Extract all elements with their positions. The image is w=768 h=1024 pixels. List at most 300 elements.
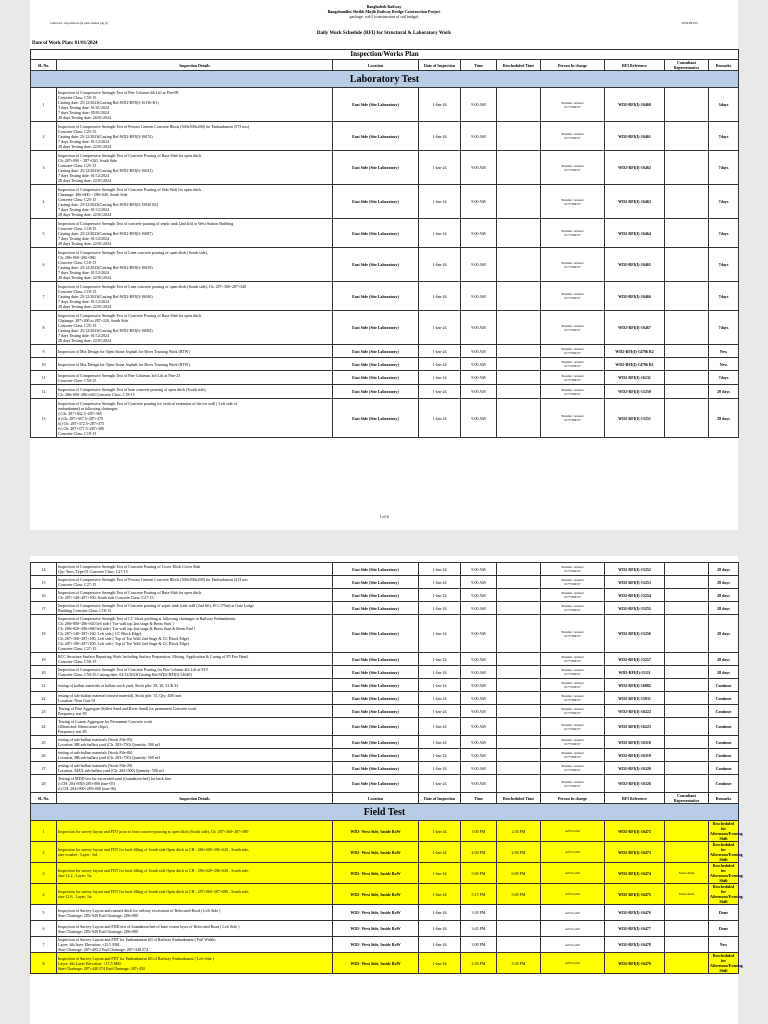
detail-line: Location: Near Gate 01 <box>58 698 96 703</box>
inspection-date: 1-Jan-24 <box>419 385 461 399</box>
sl-no: 26 <box>31 749 57 762</box>
person-in-charge <box>541 345 605 358</box>
inspection-details <box>57 921 333 937</box>
person-phone: 01775366727 <box>564 377 581 382</box>
inspection-details <box>57 679 333 692</box>
person-in-charge <box>541 88 605 122</box>
location: East Side (Site Laboratory) <box>333 705 419 718</box>
schedule-table-page-2 <box>30 562 743 974</box>
rescheduled-time <box>497 775 541 793</box>
sl-no: 16 <box>31 589 57 602</box>
table-row <box>31 921 739 937</box>
inspection-details <box>57 282 333 311</box>
inspection-details <box>57 589 333 602</box>
table-row <box>31 905 739 921</box>
table-row <box>31 884 739 905</box>
rescheduled-time: 3:30 PM <box>497 953 541 974</box>
sl-no: 8 <box>31 953 57 974</box>
remarks: 28 days <box>709 589 739 602</box>
remarks: 28 days <box>709 653 739 666</box>
detail-line: Inspection for survey layout and FDT for back filling of South side Open ditch at CH : 287+060~287+080 , South side, <box>58 889 250 894</box>
consultant-representative <box>665 762 709 775</box>
detail-line: Casting date: 25/12/2023(Casting Ref:WD2-RFI(I)-16087) <box>58 230 153 236</box>
inspection-details <box>57 248 333 282</box>
inspection-date: 1-Jan-24 <box>419 219 461 248</box>
location: WD2- West Side, Inside RoW <box>333 863 419 884</box>
rescheduled-time <box>497 345 541 358</box>
inspection-details <box>57 762 333 775</box>
person-phone: 01775366727 <box>564 364 581 368</box>
location: East Side (Site Laboratory) <box>333 762 419 775</box>
person-phone: 01775366727 <box>564 104 581 109</box>
sl-no: 18 <box>31 615 57 653</box>
detail-line: Inspection of Survey Layout and FDT for Embankment fill of Railway Embankment ( Full Width) <box>58 937 216 942</box>
rescheduled-time <box>497 563 541 576</box>
sl-no: 7 <box>31 282 57 311</box>
person-phone: 01775366727 <box>564 595 581 599</box>
column-header: Remarks <box>709 793 739 804</box>
rfi-reference: WD2-RFI(I)-15254 <box>605 589 665 602</box>
rescheduled-time <box>497 282 541 311</box>
remarks: 7days <box>709 282 739 311</box>
person-name: Ekramul / Arnurul <box>561 100 584 105</box>
detail-line: Inspection for survey layout and FDT prior to lean concrete pouring at open ditch (South side), Ch: 287+360~287+380 <box>58 828 249 834</box>
consultant-representative <box>665 921 709 937</box>
location: East Side (Site Laboratory) <box>333 563 419 576</box>
rfi-reference: WD2-RFI(I)-16464 <box>605 219 665 248</box>
location: East Side (Site Laboratory) <box>333 345 419 358</box>
person-name: Ekramul / Arnurul <box>561 565 584 569</box>
rfi-reference: WD2-RFI(I)-16082 <box>605 679 665 692</box>
detail-line: Qty: 9nos, Type 01 Concrete Class: C27-15 <box>58 569 128 574</box>
column-header: Date of Inspection <box>419 793 461 804</box>
consultant-representative <box>665 385 709 399</box>
rfi-reference: WD2-RFI(I)-16475 <box>605 884 665 905</box>
consultant-representative <box>665 775 709 793</box>
detail-line: Inspection of Mix Design for Open Stone Asphalt for River Training Work (RTW) <box>58 348 190 354</box>
time: 9:00 AM <box>461 563 497 576</box>
person-name: Ekramul / Arnurul <box>561 578 584 582</box>
inspection-date: 1-Jan-24 <box>419 122 461 151</box>
rfi-reference: WD2-RFI(I)-16223 <box>605 718 665 736</box>
detail-line: embankment) at following chainages: <box>58 405 119 411</box>
inspection-details <box>57 576 333 589</box>
location: East Side (Site Laboratory) <box>333 371 419 385</box>
detail-line: Inspection of Mix Design for Open Stone Asphalt for River Training Work (RTW) <box>58 361 190 367</box>
person-in-charge <box>541 122 605 151</box>
inspection-details <box>57 821 333 842</box>
detail-line: Concrete Class: C18-15 <box>58 225 97 231</box>
rescheduled-time <box>497 219 541 248</box>
time: 9:00 AM <box>461 185 497 219</box>
time: 9:00 AM <box>461 679 497 692</box>
field-section-title: Field Test <box>31 804 739 821</box>
detail-line: (20mm and 10mm stone chips) <box>58 724 108 729</box>
consultant-representative <box>665 88 709 122</box>
inspection-details <box>57 311 333 345</box>
time: 3:30 PM <box>461 905 497 921</box>
rfi-reference: WD2-RFI(I)-15252 <box>605 563 665 576</box>
detail-line: RCC Structure Surface Repairing Work Including Surface Preparation, Mixing, Application & Curing of P5 Pier Head. <box>58 654 249 659</box>
time: 9:00 AM <box>461 749 497 762</box>
document-header <box>30 0 738 19</box>
sl-no: 5 <box>31 905 57 921</box>
remarks: 28 days <box>709 666 739 679</box>
reference-note: WD2-RFI/LT <box>681 21 698 25</box>
table-row <box>31 749 739 762</box>
rfi-reference: WD2-RFI(I)-16476 <box>605 905 665 921</box>
time: 9:00 AM <box>461 122 497 151</box>
detail-line: Layer: 4th Layer Elevation: +15.5 MSL <box>58 960 122 966</box>
remarks: 7days <box>709 311 739 345</box>
detail-line: Casting date: 25/12/2023(Casting Ref:WD2-RFI(I)-16074) <box>58 133 153 139</box>
rescheduled-time <box>497 248 541 282</box>
consultant-representative <box>665 718 709 736</box>
time: 3:45 PM <box>461 921 497 937</box>
inspection-date: 1-Jan-24 <box>419 884 461 905</box>
detail-line: Concrete Class: C25-15 <box>58 196 97 202</box>
column-header: Person In charge <box>541 793 605 804</box>
table-row <box>31 653 739 666</box>
consultant-representative <box>665 666 709 679</box>
person-name: Ekramul / Arnurul <box>561 323 584 328</box>
detail-line: testing of sub-ballast material (mixed material), Stock pile: 15, Qty: 408 cum <box>58 693 182 698</box>
inspection-date: 1-Jan-24 <box>419 762 461 775</box>
person-in-charge <box>541 615 605 653</box>
remarks: Rescheduled for Afternoon/Evening Shift <box>710 884 743 904</box>
rfi-reference: WD2-RFI(I)-16318 <box>605 736 665 749</box>
detail-line: 7 days Testing date: 05/01/2024 <box>58 109 109 115</box>
inspection-details <box>57 602 333 615</box>
consultant-representative <box>665 842 709 863</box>
document-page-2 <box>30 556 743 1024</box>
time: 3:00 PM <box>461 937 497 953</box>
column-header: Inspection Details <box>57 60 333 71</box>
person-in-charge <box>541 602 605 615</box>
person-in-charge <box>541 905 605 921</box>
time: 9:00 AM <box>461 151 497 185</box>
sl-no: 2 <box>31 122 57 151</box>
time: 9:00 AM <box>461 399 497 438</box>
table-row <box>31 615 739 653</box>
inspection-date: 1-Jan-24 <box>419 589 461 602</box>
consultant-representative <box>665 679 709 692</box>
remarks: 28 days <box>709 563 739 576</box>
person-in-charge <box>541 775 605 793</box>
inspection-date: 1-Jan-24 <box>419 88 461 122</box>
location: East Side (Site Laboratory) <box>333 282 419 311</box>
location: East Side (Site Laboratory) <box>333 151 419 185</box>
consultant-representative <box>665 122 709 151</box>
inspection-date: 1-Jan-24 <box>419 151 461 185</box>
column-header: Location <box>333 793 419 804</box>
detail-line: Testing of MDD test for excavated sand (foundation bed) for back fine <box>58 776 172 781</box>
detail-line: Inspection of Compressive Strength Test of Concrete Pouring of Base Slab for open ditch, <box>58 152 203 158</box>
person-name: Ekramul / Arnurul <box>561 387 584 392</box>
inspection-details <box>57 615 333 653</box>
time: 5:00 PM <box>461 863 497 884</box>
person-in-charge <box>541 762 605 775</box>
table-row <box>31 679 739 692</box>
column-header: Location <box>333 60 419 71</box>
detail-line: 28 days Testing date: 22/01/2024 <box>58 337 111 343</box>
rescheduled-time <box>497 151 541 185</box>
consultant-representative <box>665 345 709 358</box>
table-row <box>31 219 739 248</box>
detail-line: Concrete Class: C50-15 <box>58 94 97 100</box>
table-row <box>31 842 739 863</box>
rescheduled-time <box>497 937 541 953</box>
table-row <box>31 311 739 345</box>
remarks: 7days <box>709 219 739 248</box>
table-row <box>31 358 739 371</box>
inspection-date: 1-Jan-24 <box>419 863 461 884</box>
rescheduled-time <box>497 385 541 399</box>
time: 9:00 AM <box>461 576 497 589</box>
person-in-charge <box>541 842 605 863</box>
person-name: Ekramul / Arnurul <box>561 604 584 608</box>
time: 9:00 AM <box>461 248 497 282</box>
plan-title: Inspection/Works Plan <box>31 50 739 60</box>
person-name: Ekramul / Arnurul <box>561 292 584 296</box>
person-phone: 01775366727 <box>564 726 581 731</box>
rfi-reference: WD2-RFI(I)-16320 <box>605 762 665 775</box>
sl-no: 14 <box>31 563 57 576</box>
time: 2:30 PM <box>461 953 497 974</box>
consultant-representative: Nasrul Amin <box>665 884 709 905</box>
remarks: Done <box>709 921 739 937</box>
inspection-date: 1-Jan-24 <box>419 937 461 953</box>
table-row <box>31 775 739 793</box>
rfi-reference: WD2-RFI(I)-15256 <box>605 615 665 653</box>
rfi-reference: WD2-RFI(I)-15831 <box>605 692 665 705</box>
inspection-details <box>57 953 333 974</box>
location: East Side (Site Laboratory) <box>333 185 419 219</box>
detail-line: 3 days Testing date: 01/01/2024 <box>58 104 109 110</box>
person-name: Arif/Towhid <box>565 961 580 965</box>
inspection-date: 1-Jan-24 <box>419 905 461 921</box>
column-header: RFI Reference <box>605 60 665 71</box>
person-name: Ekramul / Arnurul <box>561 360 584 364</box>
person-phone: 01775366727 <box>564 167 581 172</box>
location: East Side (Site Laboratory) <box>333 399 419 438</box>
detail-line: 7 days Testing date: 01/12/2024 <box>58 298 109 304</box>
rescheduled-time <box>497 371 541 385</box>
rescheduled-time <box>497 905 541 921</box>
table-row <box>31 185 739 219</box>
inspection-date: 1-Jan-24 <box>419 953 461 974</box>
detail-line: Frequency test-85 <box>58 729 87 734</box>
table-row <box>31 736 739 749</box>
table-row <box>31 863 739 884</box>
person-in-charge <box>541 705 605 718</box>
column-header: SL No. <box>31 793 57 804</box>
detail-line: Chainage: 287+200 to 287+220, South Side <box>58 317 129 323</box>
sl-no: 1 <box>31 821 57 842</box>
time: 9:00 AM <box>461 385 497 399</box>
person-in-charge <box>541 921 605 937</box>
time: 9:00 AM <box>461 345 497 358</box>
inspection-details <box>57 385 333 399</box>
inspection-details <box>57 345 333 358</box>
detail-line: Inspection for survey layout and FDT for back filling of South side Open ditch at CH : 286+620~286+640 , South side, <box>58 868 250 873</box>
rescheduled-time <box>497 705 541 718</box>
contractor-note: contractor: obayashi-toa-jfe joint venture (otj jv) <box>50 21 109 25</box>
column-header: Remarks <box>709 60 739 71</box>
person-name: Ekramul / Arnurul <box>561 197 584 202</box>
rfi-reference: WD2-RFI(I)-16222 <box>605 705 665 718</box>
person-in-charge <box>541 385 605 399</box>
rescheduled-time <box>497 399 541 438</box>
person-phone: 01775366727 <box>564 201 581 206</box>
column-header: Inspection Details <box>57 793 333 804</box>
sl-no: 3 <box>31 863 57 884</box>
rescheduled-time <box>497 921 541 937</box>
inspection-date: 1-Jan-24 <box>419 821 461 842</box>
inspection-details <box>57 151 333 185</box>
rfi-reference: WD2-RFI(I)-16319 <box>605 749 665 762</box>
location: East Side (Site Laboratory) <box>333 692 419 705</box>
rfi-reference: WD2-RFI(I)-15253 <box>605 576 665 589</box>
time: 9:00 AM <box>461 718 497 736</box>
inspection-details <box>57 884 333 905</box>
rescheduled-time: 5:00 PM <box>497 884 541 905</box>
inspection-date: 1-Jan-24 <box>419 705 461 718</box>
time: 3:00 PM <box>461 821 497 842</box>
inspection-date: 1-Jan-24 <box>419 615 461 653</box>
rescheduled-time <box>497 749 541 762</box>
consultant-representative <box>665 219 709 248</box>
person-in-charge <box>541 718 605 736</box>
consultant-representative <box>665 937 709 953</box>
remarks: 28 days <box>709 385 739 399</box>
sl-no: 17 <box>31 602 57 615</box>
person-name: Ekramul / Arnurul <box>561 591 584 595</box>
rescheduled-time <box>497 589 541 602</box>
detail-line: 28 days Testing date: 22/01/2024 <box>58 143 111 149</box>
detail-line: Inspection of Compressive Strength Test of Concrete Pouring for Pier Column 4th Lift at P19 <box>58 667 208 672</box>
person-in-charge <box>541 736 605 749</box>
detail-line: Concrete Class: C18-15 <box>58 430 97 436</box>
rescheduled-time <box>497 679 541 692</box>
remarks: New <box>709 937 739 953</box>
location: East Side (Site Laboratory) <box>333 679 419 692</box>
remarks: Rescheduled for Afternoon/Evening Shift <box>710 842 743 862</box>
person-in-charge <box>541 884 605 905</box>
rfi-reference: WD2-RFI(I)-16466 <box>605 282 665 311</box>
rfi-reference: WD2-RFI(I)-15257 <box>605 653 665 666</box>
inspection-details <box>57 653 333 666</box>
rfi-reference: WD2-RFI(I)-15111 <box>605 666 665 679</box>
location: East Side (Site Laboratory) <box>333 775 419 793</box>
detail-line: Concrete Class: C18-15 <box>58 259 97 265</box>
detail-line: Ch: 287+000 ~ 287+020, South Side <box>58 157 117 163</box>
location: WD2- West Side, Inside RoW <box>333 842 419 863</box>
consultant-representative: Nasrul Amin <box>665 863 709 884</box>
sl-no: 3 <box>31 151 57 185</box>
remarks: Done <box>709 905 739 921</box>
person-phone: 01775366727 <box>564 685 581 689</box>
detail-line: Inspection of Survey Layout and FDT for Embankment fill of Railway Embankment ( Left Side ) <box>58 955 215 961</box>
person-phone: 01775366727 <box>564 136 581 140</box>
location: East Side (Site Laboratory) <box>333 653 419 666</box>
detail-line: 7 days Testing date: 01/12/2024 <box>58 235 109 241</box>
column-header: Time <box>461 60 497 71</box>
inspection-date: 1-Jan-24 <box>419 311 461 345</box>
rescheduled-time <box>497 122 541 151</box>
time: 4:00 PM <box>461 842 497 863</box>
remarks: Rescheduled for Afternoon/Evening Shift <box>710 863 743 883</box>
detail-line: 28 days Testing date: 26/01/2024 <box>58 114 111 120</box>
person-name: Ekramul / Arnurul <box>561 414 584 418</box>
inspection-details <box>57 736 333 749</box>
consultant-representative <box>665 653 709 666</box>
location: East Side (Site Laboratory) <box>333 615 419 653</box>
location: East Side (Site Laboratory) <box>333 736 419 749</box>
person-in-charge <box>541 576 605 589</box>
table-row <box>31 589 739 602</box>
table-row <box>31 666 739 679</box>
rescheduled-time <box>497 358 541 371</box>
detail-line: size-crusher , Layer: 3rd <box>58 852 98 857</box>
sl-no: 20 <box>31 666 57 679</box>
remarks: Continue <box>709 762 739 775</box>
sl-no: 23 <box>31 705 57 718</box>
remarks: 7days <box>709 248 739 282</box>
person-phone: 01775366727 <box>564 633 581 638</box>
sl-no: 9 <box>31 345 57 358</box>
person-phone: 01775366727 <box>564 351 581 355</box>
location: WD2- West Side, Inside RoW <box>333 884 419 905</box>
page-number: 1 of 6 <box>379 514 389 519</box>
consultant-representative <box>665 371 709 385</box>
time: 9:00 AM <box>461 282 497 311</box>
detail-line: testing of sub-ballast materials (Stock Pile-06) <box>58 750 133 755</box>
detail-line: Location: BB sub-ballast yard (Ch: 283+750) Quantity: 500 m3 <box>58 742 161 747</box>
detail-line: 7 days Testing date: 01/12/2024 <box>58 138 109 144</box>
person-in-charge <box>541 749 605 762</box>
sl-no: 8 <box>31 311 57 345</box>
detail-line: Chainage: 286+600 ~ 286+640, South Side <box>58 191 128 197</box>
location: WD2- West Side, Inside RoW <box>333 953 419 974</box>
rfi-reference: WD2-RFI(I)-16465 <box>605 248 665 282</box>
table-row <box>31 718 739 736</box>
consultant-representative <box>665 563 709 576</box>
person-in-charge <box>541 563 605 576</box>
detail-line: Concrete Class: C25-15 <box>58 162 97 168</box>
consultant-representative <box>665 905 709 921</box>
location: East Side (Site Laboratory) <box>333 219 419 248</box>
person-phone: 01775366727 <box>564 742 581 746</box>
column-header: Person In charge <box>541 60 605 71</box>
detail-line: Start Chainage: 287+405.2 End Chainage: 287+440.574 <box>58 947 148 952</box>
inspection-date: 1-Jan-24 <box>419 749 461 762</box>
detail-line: Start Chainage: 287+440.574 End Chainage: 287+450 <box>58 965 145 971</box>
rfi-reference: WD2-RFI(I)-16326 <box>605 775 665 793</box>
rfi-reference: WD2-RFI(I)-16474 <box>605 863 665 884</box>
location: East Side (Site Laboratory) <box>333 602 419 615</box>
sl-no: 25 <box>31 736 57 749</box>
inspection-details <box>57 863 333 884</box>
person-name: Ekramul / Arnurul <box>561 132 584 136</box>
detail-line: Frequency test-95 <box>58 711 87 716</box>
rescheduled-time <box>497 185 541 219</box>
time: 9:00 AM <box>461 219 497 248</box>
consultant-representative <box>665 282 709 311</box>
table-row <box>31 692 739 705</box>
detail-line: Casting date: 25/12/2023(Casting Ref:WD2-RFI(I)-15820 R1) <box>58 201 159 207</box>
inspection-date: 1-Jan-24 <box>419 399 461 438</box>
